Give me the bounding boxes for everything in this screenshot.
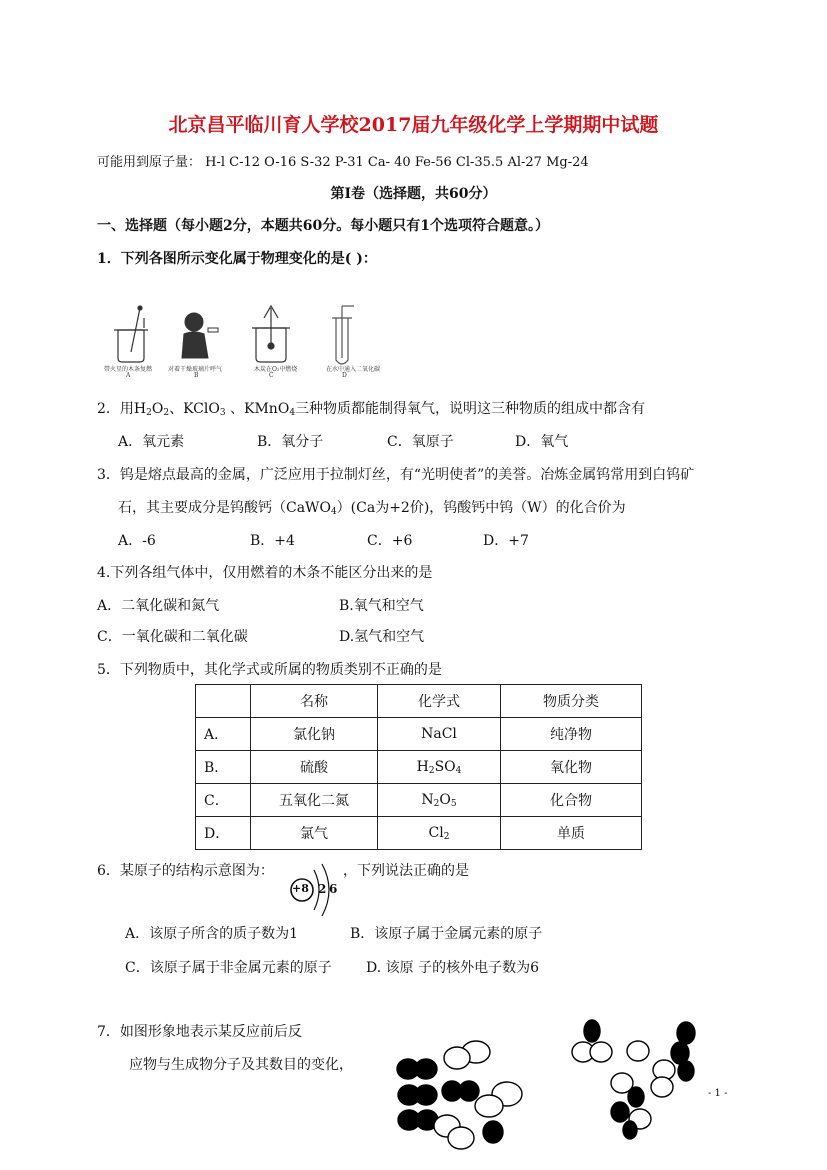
q1-label-c: 木炭在O₂中燃烧 [254, 366, 298, 373]
q7-line1: 7．如图形象地表示某反应前后反 [97, 1024, 302, 1040]
atomic-mass-line: 可能用到原子量： H-l C-12 O-16 S-32 P-31 Ca- 40 Fe-56 Cl-35.5 Al-27 Mg-24 [97, 155, 589, 170]
table-cell: NaCl [378, 718, 501, 751]
q4-option-a: A．二氧化碳和氮气 [97, 598, 220, 614]
q1-letter-a: A [126, 372, 131, 379]
shell2-electrons: 6 [329, 882, 338, 896]
q5-table [195, 684, 642, 850]
atom-structure-diagram [284, 862, 344, 918]
q6-option-c: C．该原子属于非金属元素的原子 [125, 960, 332, 976]
q2-stem: 2．用$H_2O_2$、KClO$_3$ 、KMnO$_4$三种物质都能制得氧气，说明这三种物质的组成中都含有 [97, 401, 646, 418]
q6-stem-post: ，下列说法正确的是 [343, 863, 469, 879]
table-cell: $N_2O_5$ [378, 784, 501, 817]
q3-line1: 3．钨是熔点最高的金属，广泛应用于拉制灯丝，有“光明使者”的美誉。冶炼金属钨常用到白钨矿 [97, 467, 695, 483]
shell1-electrons: 2 [318, 882, 327, 896]
table-header-row [196, 685, 642, 718]
table-header: 物质分类 [501, 685, 642, 718]
table-cell: 五氧化二氮 [251, 784, 378, 817]
table-row [196, 817, 642, 850]
q3-option-d: D．+7 [483, 533, 529, 549]
q2-option-d: D．氧气 [515, 434, 569, 450]
table-cell: D． [196, 817, 251, 850]
q1-letter-c: C [269, 372, 274, 379]
q6-option-b: B．该原子属于金属元素的原子 [350, 926, 543, 942]
q1-stem: 1．下列各图所示变化属于物理变化的是( )： [97, 251, 377, 267]
q1-letter-d: D [342, 372, 347, 379]
q4-option-d: D.氢气和空气 [339, 629, 425, 645]
q2-option-a: A．氧元素 [118, 434, 185, 450]
table-cell: 单质 [501, 817, 642, 850]
table-cell: 氧化物 [501, 751, 642, 784]
q7-line2: 应物与生成物分子及其数目的变化， [129, 1057, 353, 1073]
table-cell: $H_2SO_4$ [378, 751, 501, 784]
table-cell: C． [196, 784, 251, 817]
table-header: 名称 [251, 685, 378, 718]
q1-label-d: 在水中通入二氧化碳 [326, 366, 381, 373]
table-cell: 氯气 [251, 817, 378, 850]
q1-figure [104, 300, 398, 380]
table-row [196, 784, 642, 817]
q3-option-b: B．+4 [250, 533, 295, 549]
part-header: 一、选择题（每小题2分，本题共60分。每小题只有1个选项符合题意。） [97, 218, 549, 234]
q4-option-c: C．一氧化碳和二氧化碳 [97, 629, 248, 645]
table-cell: 纯净物 [501, 718, 642, 751]
q2-option-b: B．氧分子 [257, 434, 324, 450]
section-header: 第Ⅰ卷（选择题，共60分） [330, 186, 497, 202]
table-cell: 硫酸 [251, 751, 378, 784]
q5-stem: 5．下列物质中，其化学式或所属的物质类别不正确的是 [97, 662, 442, 678]
q2-option-c: C．氧原子 [387, 434, 454, 450]
table-cell: $Cl_2$ [378, 817, 501, 850]
table-cell: 化合物 [501, 784, 642, 817]
q3-option-a: A．-6 [118, 533, 156, 549]
product-molecules [570, 1015, 700, 1140]
q6-option-a: A．该原子所含的质子数为1 [125, 926, 299, 942]
table-header [196, 685, 251, 718]
table-cell: A． [196, 718, 251, 751]
page-number: - 1 - [708, 1088, 728, 1099]
q6-option-d: D. 该原 子的核外电子数为6 [366, 960, 539, 976]
q1-label-b: 对着干燥玻璃片呼气 [168, 366, 223, 373]
nucleus-charge: +8 [292, 882, 309, 895]
page-title: 北京昌平临川育人学校2017届九年级化学上学期期中试题 [168, 114, 659, 136]
table-cell: B． [196, 751, 251, 784]
table-row [196, 751, 642, 784]
q3-option-c: C．+6 [367, 533, 413, 549]
q3-line2: 石，其主要成分是钨酸钙（CaWO$_4$）(Ca为+2价)，钨酸钙中钨（W）的化合价为 [118, 500, 626, 517]
q1-letter-b: B [194, 372, 199, 379]
q4-stem: 4.下列各组气体中，仅用燃着的木条不能区分出来的是 [97, 565, 433, 581]
q6-stem-pre: 6．某原子的结构示意图为： [97, 863, 274, 879]
q1-label-a: 带火星的木条复燃 [104, 366, 153, 373]
table-row [196, 718, 642, 751]
q4-option-b: B.氧气和空气 [339, 598, 424, 614]
reactant-molecules [395, 1040, 535, 1150]
table-header: 化学式 [378, 685, 501, 718]
table-cell: 氯化钠 [251, 718, 378, 751]
